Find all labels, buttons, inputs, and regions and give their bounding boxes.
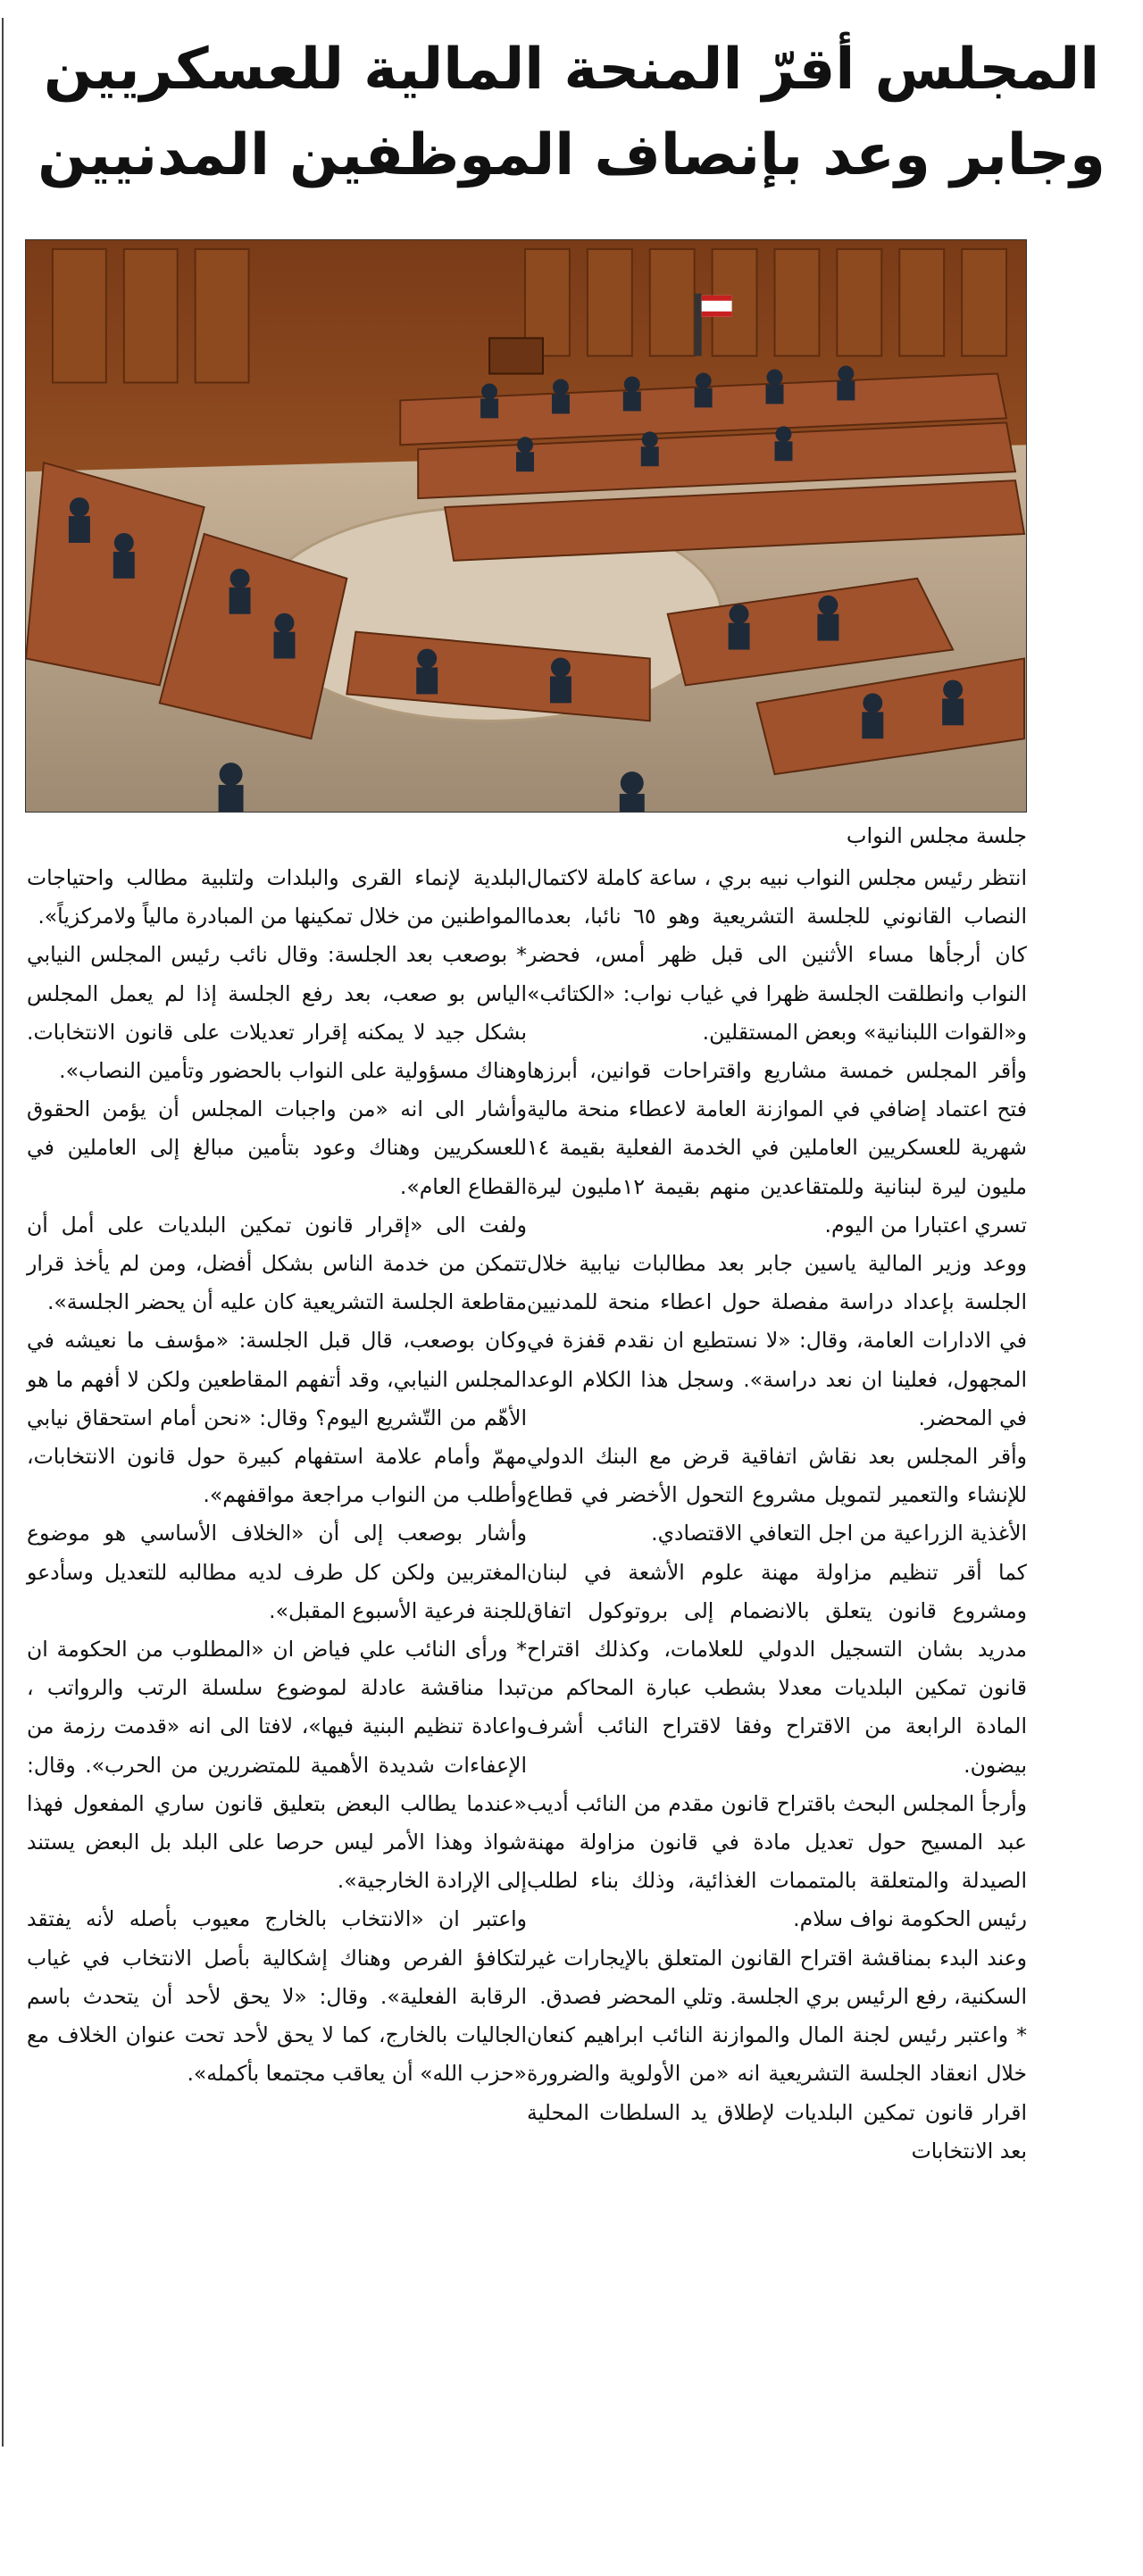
paragraph: واعتبر ان «الانتخاب بالخارج معيوب بأصله لأنه يفتقد لتكافؤ الفرص وهناك إشكالية بأصل الانتخاب في غياب الرقابة الفعلية». وقال: «لا يحق لأحد أن يتحدث باسم الجاليات بالخارج، كما لا يحق لأحد تحت عنوان الخلاف مع «حزب الله» أن يعاقب مجتمعا بأكمله». bbox=[27, 1906, 527, 2087]
paragraph: * واعتبر رئيس لجنة المال والموازنة النائب ابراهيم كنعان خلال انعقاد الجلسة التشريعية انه «من الأولوية والضرورة اقرار قانون تمكين البلديات لإطلاق يد السلطات المحلية بعد الانتخابات bbox=[527, 2022, 1027, 2163]
parliament-session-photo bbox=[25, 239, 1027, 813]
paragraph: * بوصعب بعد الجلسة: وقال نائب رئيس المجلس النيابي الياس بو صعب، بعد رفع الجلسة إذا لم يعمل المجلس بشكل جيد لا يمكنه إقرار تعديلات على قانون الانتخابات. وهناك مسؤولية على النواب بالحضور وتأمين النصاب». bbox=[27, 942, 527, 1084]
paragraph: * ورأى النائب علي فياض ان «المطلوب من الحكومة ان تبدا مناقشة عادلة لموضوع سلسلة الرتب والرواتب ، واعادة تنظيم البنية فيها»، لافتا الى انه «قدمت رزمة من الإعفاءات شديدة الأهمية للمتضررين من الحرب». وقال: «عندما يطالب البعض بتعليق قانون ساري المفعول فهذا شواذ وهذا الأمر ليس حرصا على البلد بل البعض يستند إلى الإرادة الخارجية». bbox=[27, 1637, 527, 1894]
article-column-left bbox=[27, 859, 527, 2094]
paragraph: وأقر المجلس خمسة مشاريع واقتراحات قوانين، أبرزها فتح اعتماد إضافي في الموازنة العامة لاعطاء منحة مالية شهرية للعسكريين العاملين في الخدمة الفعلية بقيمة ١٤ مليون ليرة لبنانية وللمتقاعدين منهم بقيمة ١٢مليون ليرة تسري اعتبارا من اليوم. bbox=[527, 1058, 1027, 1238]
article-column-right bbox=[527, 859, 1027, 2171]
paragraph: البلدية لإنماء القرى والبلدات ولتلبية مطالب واحتياجات المواطنين من خلال تمكينها من المبادرة مالياً ولامركزياً». bbox=[27, 865, 527, 930]
paragraph: وأرجأ المجلس البحث باقتراح قانون مقدم من النائب أديب عبد المسيح حول تعديل مادة في قانون مزاولة مهنة الصيدلة والمتعلقة بالمتممات الغذائية، وذلك بناء لطلب رئيس الحكومة نواف سلام. bbox=[527, 1790, 1027, 1932]
headline bbox=[27, 27, 1116, 198]
column-rule bbox=[2, 18, 4, 2447]
paragraph: وعند البدء بمناقشة اقتراح القانون المتعلق بالإيجارات غير السكنية، رفع الرئيس بري الجلسة. وتلي المحضر فصدق. bbox=[527, 1945, 1027, 2009]
paragraph: ووعد وزير المالية ياسين جابر بعد مطالبات نيابية خلال الجلسة بإعداد دراسة مفصلة حول اعطاء منحة للمدنيين في الادارات العامة، وقال: «لا نستطيع ان نقدم قفزة في المجهول، فعلينا ان نعد دراسة». وسجل هذا الكلام الوعد في المحضر. bbox=[527, 1251, 1027, 1430]
paragraph: انتظر رئيس مجلس النواب نبيه بري ، ساعة كاملة لاكتمال النصاب القانوني للجلسة التشريعية وهو ٦٥ نائبا، بعدما كان أرجأها مساء الأثنين الى قبل ظهر أمس، فحضر النواب وانطلقت الجلسة ظهرا في غياب نواب: «الكتائب» و«القوات اللبنانية» وبعض المستقلين. bbox=[527, 865, 1027, 1045]
paragraph: كما أقر تنظيم مزاولة مهنة علوم الأشعة في لبنان ومشروع قانون يتعلق بالانضمام إلى بروتوكول اتفاق مدريد بشان التسجيل الدولي للعلامات، وكذلك اقتراح قانون تمكين البلديات معدلا بشطب عبارة المحاكم من المادة الرابعة من الاقتراح وفقا لاقتراح النائب أشرف بيضون. bbox=[527, 1559, 1027, 1778]
headline-line-1: المجلس أقرّ المنحة المالية للعسكريين bbox=[43, 37, 1100, 103]
parliament-hall-illustration bbox=[26, 240, 1026, 812]
paragraph: وأقر المجلس بعد نقاش اتفاقية قرض مع البنك الدولي للإنشاء والتعمير لتمويل مشروع التحول الأخضر في قطاع الأغذية الزراعية من اجل التعافي الاقتصادي. bbox=[527, 1444, 1027, 1546]
paragraph: وأشار الى انه «من واجبات المجلس أن يؤمن الحقوق للعسكريين وهناك وعود بتأمين مبالغ إلى العاملين في القطاع العام». bbox=[27, 1096, 527, 1199]
paragraph: وأشار بوصعب إلى أن «الخلاف الأساسي هو موضوع المغتربين ولكن كل طرف لديه مطالبه للتعديل وسأدعو للجنة فرعية الأسبوع المقبل». bbox=[27, 1521, 527, 1623]
paragraph: ولفت الى «إقرار قانون تمكين البلديات على أمل أن تتمكن من خدمة الناس بشكل أفضل، ومن لم يأخذ قرار مقاطعة الجلسة التشريعية كان عليه أن يحضر الجلسة». bbox=[27, 1212, 527, 1315]
headline-line-2: وجابر وعد بإنصاف الموظفين المدنيين bbox=[38, 122, 1105, 188]
photo-caption: جلسة مجلس النواب bbox=[846, 823, 1027, 848]
paragraph: وكان بوصعب، قال قبل الجلسة: «مؤسف ما نعيشه في المجلس النيابي، وقد أتفهم المقاطعين ولكن لا أفهم ما هو الأهّم من التّشريع اليوم؟ وقال: «نحن أمام استحقاق نيابي مهمّ وأمام علامة استفهام كبيرة حول قانون الانتخابات، وأطلب من النواب مراجعة مواقفهم». bbox=[27, 1328, 527, 1508]
